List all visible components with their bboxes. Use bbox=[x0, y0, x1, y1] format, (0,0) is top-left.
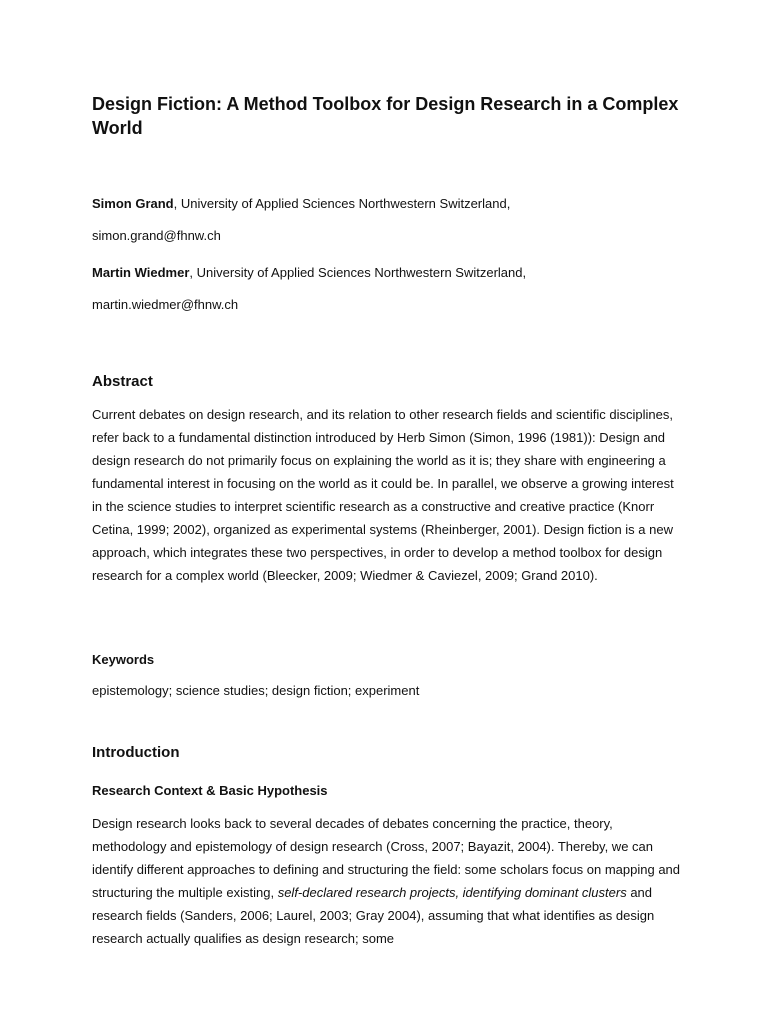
author-name: Martin Wiedmer bbox=[92, 265, 190, 280]
introduction-text bbox=[92, 812, 684, 950]
keywords-text: epistemology; science studies; design fiction; experiment bbox=[92, 683, 420, 698]
author-affiliation: , University of Applied Sciences Northwestern Switzerland, bbox=[189, 265, 527, 280]
abstract-text: Current debates on design research, and its relation to other research fields and scientific disciplines, refer back to a fundamental distinction introduced by Herb Simon (Simon, 1996 (1981)): Design and design research do not primarily focus on explaining the world as it is; they share with engineering a fundamental interest in focusing on the world as it could be. In parallel, we observe a growing interest in the science studies to interpret scientific research as a constructive and creative practice (Knorr Cetina, 1999; 2002), organized as experimental systems (Rheinberger, 2001). Design fiction is a new approach, which integrates these two perspectives, in order to develop a method toolbox for design research for a complex world (Bleecker, 2009; Wiedmer & Caviezel, 2009; Grand 2010). bbox=[92, 407, 674, 583]
intro-text-part: Design research looks back to several decades of debates concerning the practice, theory, methodology and epistemology of design research (Cross, 2007; Bayazit, 2004). Thereby, we can identify different approaches to defining and structuring the field: some scholars focus on mapping and structuring the multiple existing, bbox=[92, 816, 681, 900]
author-email-1[interactable]: simon.grand@fhnw.ch bbox=[92, 228, 221, 243]
author-affiliation: , University of Applied Sciences Northwestern Switzerland, bbox=[173, 196, 511, 211]
research-context-subheading: Research Context & Basic Hypothesis bbox=[92, 783, 328, 798]
author-line-1 bbox=[92, 195, 510, 213]
author-name: Simon Grand bbox=[92, 196, 174, 211]
paper-title: Design Fiction: A Method Toolbox for Design Research in a Complex World bbox=[92, 94, 679, 138]
intro-text-italic: self-declared research projects, identifying dominant clusters bbox=[277, 885, 627, 900]
author-line-2 bbox=[92, 264, 526, 282]
abstract-heading: Abstract bbox=[92, 373, 153, 390]
intro-text-part: and research fields (Sanders, 2006; Laurel, 2003; Gray 2004), assuming that what identifies as design research actually qualifies as design research; some bbox=[92, 885, 655, 946]
author-email-2[interactable]: martin.wiedmer@fhnw.ch bbox=[92, 297, 239, 312]
introduction-heading: Introduction bbox=[92, 744, 180, 761]
keywords-heading: Keywords bbox=[92, 652, 155, 667]
